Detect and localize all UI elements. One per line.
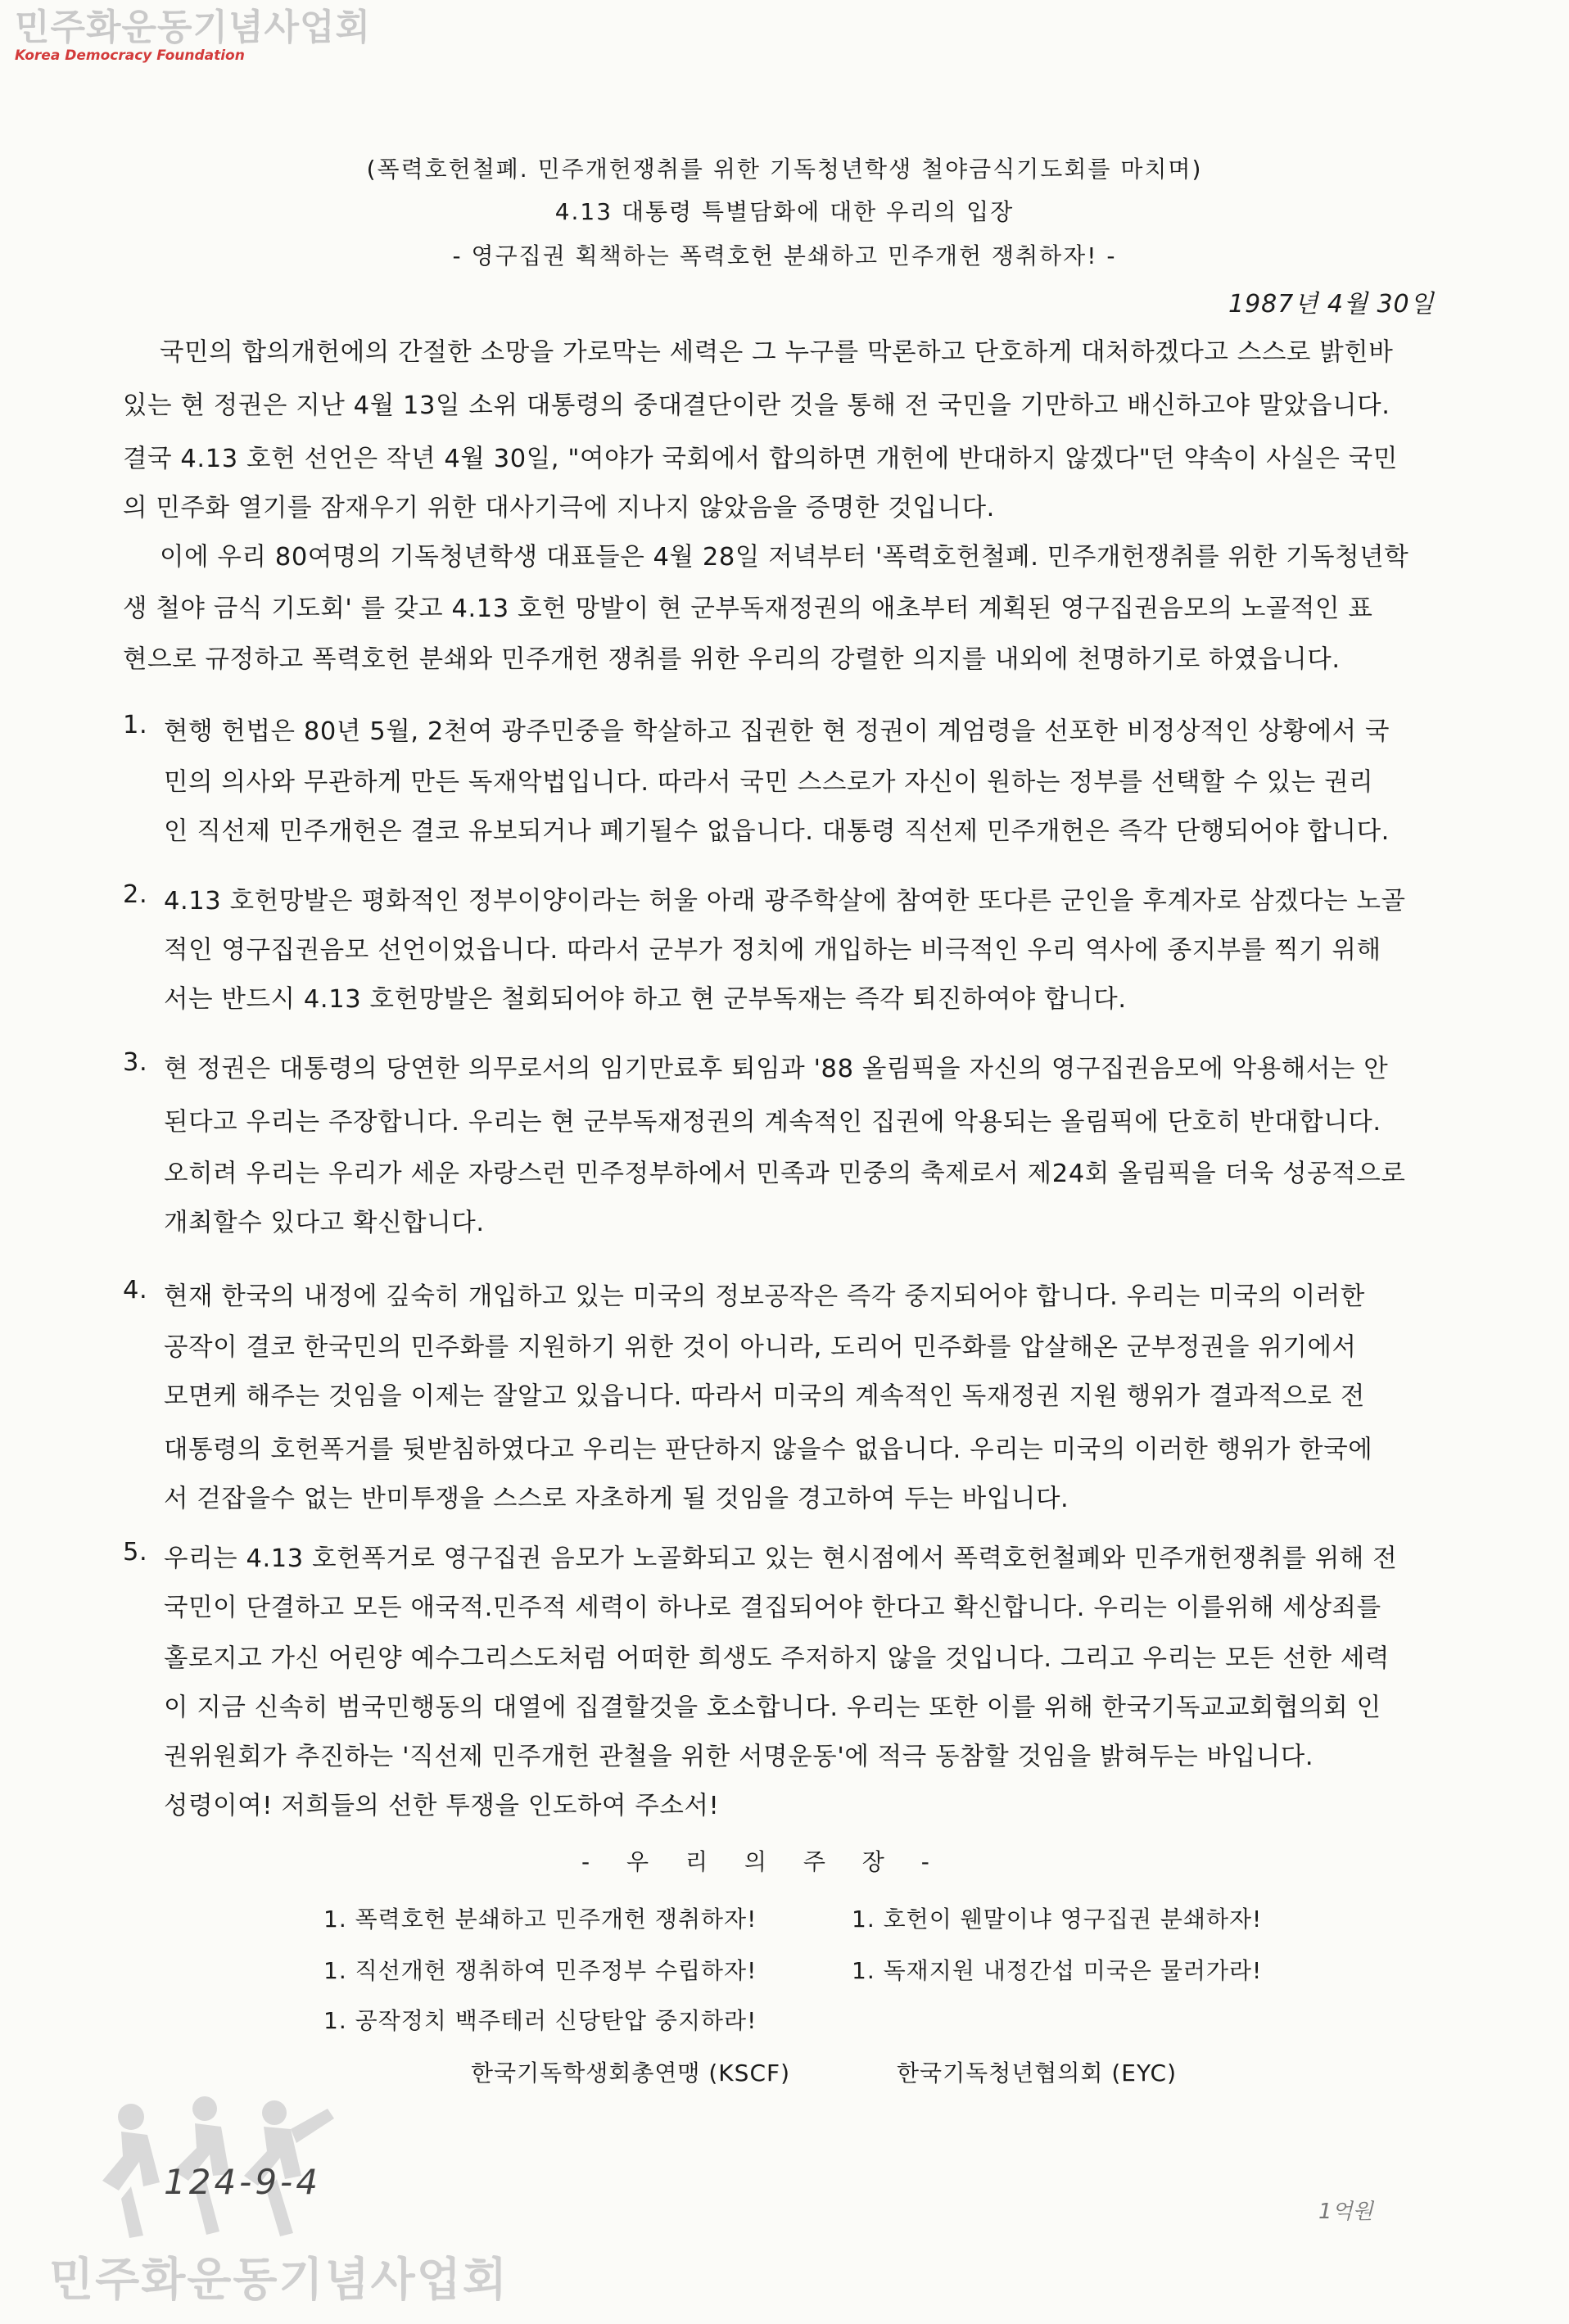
intro-line-7: 현으로 규정하고 폭력호헌 분쇄와 민주개헌 쟁취를 위한 우리의 강렬한 의지를 내외에 천명하기로 하였읍니다. [123,645,1341,674]
point-1-line-1: 현행 헌법은 80년 5월, 2천여 광주민중을 학살하고 집권한 현 정권이 계엄령을 선포한 비정상적인 상황에서 국 [164,717,1390,746]
point-4-line-2: 공작이 결코 한국민의 민주화를 지원하기 위한 것이 아니라, 도리어 민주화를 압살해온 군부정권을 위기에서 [164,1333,1357,1362]
point-5-line-3: 홀로지고 가신 어린양 예수그리스도처럼 어떠한 희생도 주저하지 않을 것입니다. 그리고 우리는 모든 선한 세력 [164,1644,1390,1673]
slogan-4: 1. 독재지원 내정간섭 미국은 물러가라! [852,1957,1263,1984]
document-date: 1987년 4월 30일 [1228,290,1435,319]
org-eyc: 한국기독청년협의회 (EYC) [897,2059,1177,2087]
header-line-1: (폭력호헌철폐. 민주개헌쟁취를 위한 기독청년학생 철야금식기도회를 마치며) [366,156,1203,183]
header-line-2: 4.13 대통령 특별담화에 대한 우리의 입장 [554,198,1015,225]
intro-line-1: 국민의 합의개헌에의 간절한 소망을 가로막는 세력은 그 누구를 막론하고 단호하게 대처하겠다고 스스로 밝힌바 [160,338,1394,367]
prayer-line: 성령이여! 저희들의 선한 투쟁을 인도하여 주소서! [164,1792,720,1820]
slogan-1: 1. 폭력호헌 분쇄하고 민주개헌 쟁취하자! [323,1906,757,1933]
intro-line-2: 있는 현 정권은 지난 4월 13일 소위 대통령의 중대결단이란 것을 통해 전 국민을 기만하고 배신하고야 말았읍니다. [123,391,1390,420]
watermark-logo [15,7,372,64]
handwritten-corner-note: 1억원 [1318,2200,1373,2224]
intro-line-3: 결국 4.13 호헌 선언은 작년 4월 30일, "여야가 국회에서 합의하면 개헌에 반대하지 않겠다"던 약속이 사실은 국민 [123,445,1398,473]
point-3-line-3: 오히려 우리는 우리가 세운 자랑스런 민주정부하에서 민족과 민중의 축제로서 제24회 올림픽을 더욱 성공적으로 [164,1160,1406,1188]
org-kscf: 한국기독학생회총연맹 (KSCF) [471,2059,791,2087]
point-4-line-1: 현재 한국의 내정에 깊숙히 개입하고 있는 미국의 정보공작은 즉각 중지되어야 합니다. 우리는 미국의 이러한 [164,1282,1365,1311]
slogan-2: 1. 호헌이 웬말이냐 영구집권 분쇄하자! [852,1906,1263,1933]
point-3-line-1: 현 정권은 대통령의 당연한 의무로서의 임기만료후 퇴임과 '88 올림픽을 자신의 영구집권음모에 악용해서는 안 [164,1055,1389,1083]
intro-line-4: 의 민주화 열기를 잠재우기 위한 대사기극에 지나지 않았음을 증명한 것입니다. [123,494,995,522]
point-2-line-3: 서는 반드시 4.13 호헌망발은 철회되어야 하고 현 군부독재는 즉각 퇴진하여야 합니다. [164,985,1127,1014]
intro-line-5: 이에 우리 80여명의 기독청년학생 대표들은 4월 28일 저녁부터 '폭력호헌철폐. 민주개헌쟁취를 위한 기독청년학 [160,543,1409,572]
point-2-line-2: 적인 영구집권음모 선언이었읍니다. 따라서 군부가 정치에 개입하는 비극적인 우리 역사에 종지부를 찍기 위해 [164,936,1381,965]
point-1-line-2: 민의 의사와 무관하게 만든 독재악법입니다. 따라서 국민 스스로가 자신이 원하는 정부를 선택할 수 있는 권리 [164,768,1374,797]
point-2-number: 2. [123,880,148,909]
intro-line-6: 생 철야 금식 기도회' 를 갖고 4.13 호헌 망발이 현 군부독재정권의 애초부터 계획된 영구집권음모의 노골적인 표 [123,595,1373,623]
watermark-korean: 민주화운동기념사업회 [15,7,372,48]
watermark-english: Korea Democracy Foundation [15,47,245,64]
point-5-line-2: 국민이 단결하고 모든 애국적.민주적 세력이 하나로 결집되어야 한다고 확신합니다. 우리는 이를위해 세상죄를 [164,1594,1381,1622]
point-3-number: 3. [123,1048,148,1077]
point-4-number: 4. [123,1276,148,1304]
point-5-line-4: 이 지금 신속히 범국민행동의 대열에 집결할것을 호소합니다. 우리는 또한 이를 위해 한국기독교교회협의회 인 [164,1693,1381,1722]
slogan-3: 1. 직선개헌 쟁취하여 민주정부 수립하자! [323,1957,757,1984]
point-1-line-3: 인 직선제 민주개헌은 결코 유보되거나 폐기될수 없읍니다. 대통령 직선제 민주개헌은 즉각 단행되어야 합니다. [164,817,1390,846]
point-4-line-4: 대통령의 호헌폭거를 뒷받침하였다고 우리는 판단하지 않을수 없읍니다. 우리는 미국의 이러한 행위가 한국에 [164,1436,1373,1464]
header-line-3: - 영구집권 획책하는 폭력호헌 분쇄하고 민주개헌 쟁취하자! - [452,242,1117,269]
point-3-line-4: 개최할수 있다고 확신합니다. [164,1209,485,1237]
point-4-line-3: 모면케 해주는 것임을 이제는 잘알고 있읍니다. 따라서 미국의 계속적인 독재정권 지원 행위가 결과적으로 전 [164,1382,1365,1411]
point-2-line-1: 4.13 호헌망발은 평화적인 정부이양이라는 허울 아래 광주학살에 참여한 또다른 군인을 후계자로 삼겠다는 노골 [164,887,1406,916]
point-5-line-1: 우리는 4.13 호헌폭거로 영구집권 음모가 노골화되고 있는 현시점에서 폭력호헌철폐와 민주개헌쟁취를 위해 전 [164,1544,1398,1573]
point-3-line-2: 된다고 우리는 주장합니다. 우리는 현 군부독재정권의 계속적인 집권에 악용되는 올림픽에 단호히 반대합니다. [164,1108,1381,1137]
point-4-line-5: 서 걷잡을수 없는 반미투쟁을 스스로 자초하게 될 것임을 경고하여 두는 바입니다. [164,1485,1069,1513]
watermark-bottom-text: 민주화운동기념사업회 [49,2254,509,2307]
point-1-number: 1. [123,711,148,739]
point-5-line-5: 권위원회가 추진하는 '직선제 민주개헌 관철을 위한 서명운동'에 적극 동참할 것임을 밝혀두는 바입니다. [164,1743,1314,1771]
slogans-title: - 우 리 의 주 장 - [581,1848,944,1875]
handwritten-archive-number: 124-9-4 [164,2162,321,2202]
slogan-5: 1. 공작정치 백주테러 신당탄압 중지하라! [323,2007,757,2034]
point-5-number: 5. [123,1538,148,1567]
